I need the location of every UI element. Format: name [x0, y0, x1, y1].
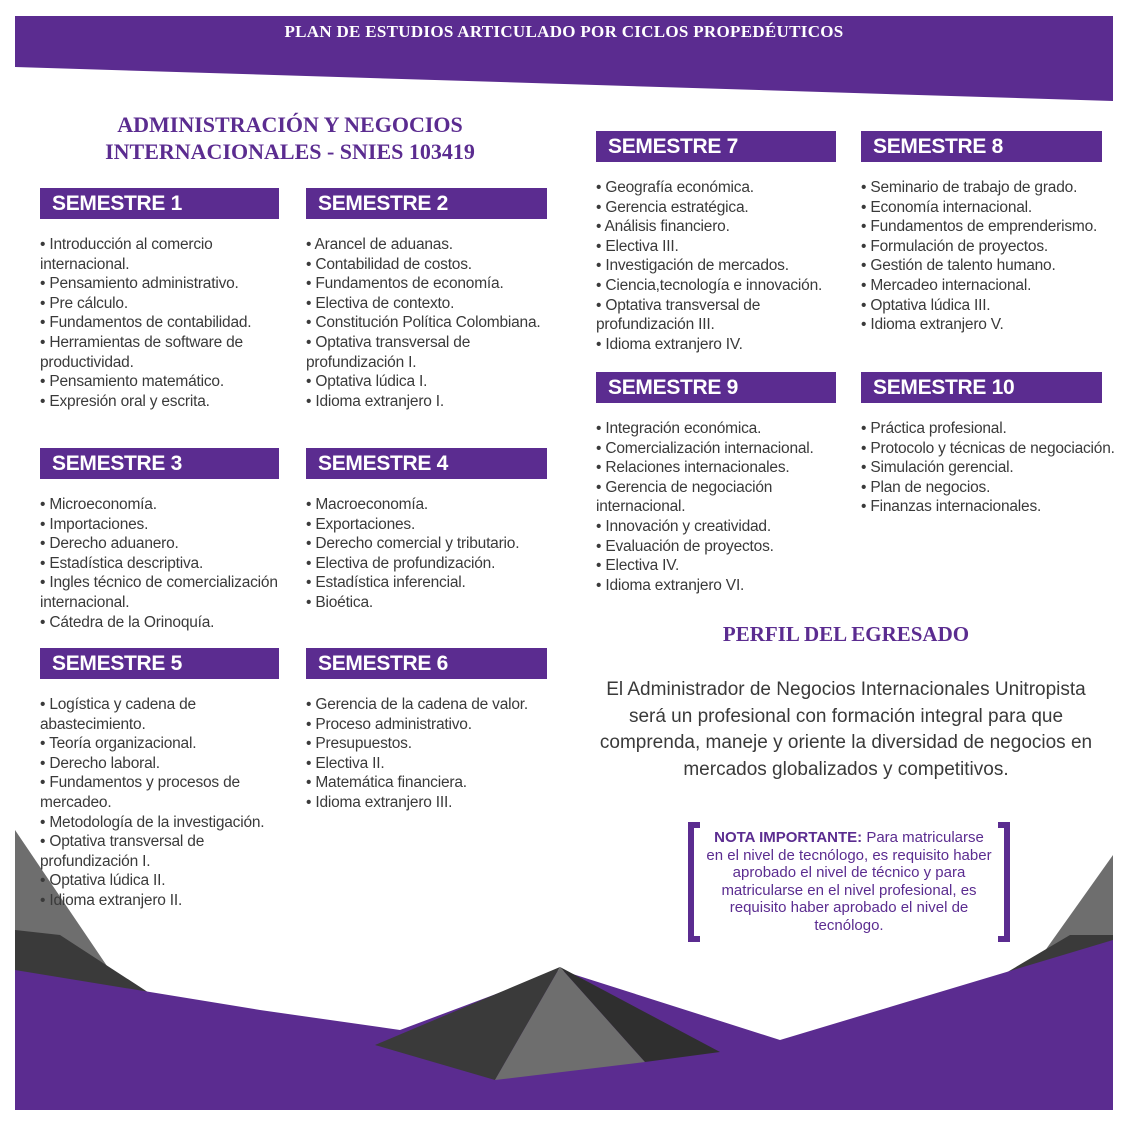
semester-label: SEMESTRE 2 [306, 188, 547, 219]
course-item: • Estadística descriptiva. [40, 554, 299, 574]
course-item: • Presupuestos. [306, 734, 567, 754]
course-item: • Fundamentos y procesos de mercadeo. [40, 773, 299, 812]
semester-block [596, 372, 856, 595]
course-item: • Metodología de la investigación. [40, 813, 299, 833]
course-item: • Electiva II. [306, 754, 567, 774]
semester-block [306, 648, 567, 813]
course-item: • Pre cálculo. [40, 294, 299, 314]
course-item: • Gestión de talento humano. [861, 256, 1122, 276]
course-item: • Exportaciones. [306, 515, 567, 535]
course-item: • Fundamentos de contabilidad. [40, 313, 299, 333]
course-item: • Arancel de aduanas. [306, 235, 567, 255]
course-item: • Idioma extranjero V. [861, 315, 1122, 335]
semester-course-list [596, 178, 856, 354]
course-item: • Teoría organizacional. [40, 734, 299, 754]
course-item: • Geografía económica. [596, 178, 856, 198]
course-item: • Idioma extranjero IV. [596, 335, 856, 355]
course-item: • Contabilidad de costos. [306, 255, 567, 275]
semester-course-list [306, 235, 567, 411]
semester-course-list [40, 495, 299, 632]
semester-label: SEMESTRE 1 [40, 188, 279, 219]
semester-label: SEMESTRE 6 [306, 648, 547, 679]
course-item: • Importaciones. [40, 515, 299, 535]
course-item: • Estadística inferencial. [306, 573, 567, 593]
course-item: • Práctica profesional. [861, 419, 1122, 439]
semester-block [861, 372, 1122, 517]
course-item: • Optativa lúdica I. [306, 372, 567, 392]
course-item: • Constitución Política Colombiana. [306, 313, 567, 333]
course-item: • Logística y cadena de abastecimiento. [40, 695, 299, 734]
semester-course-list [596, 419, 856, 595]
semester-course-list [306, 695, 567, 813]
left-bracket [688, 822, 700, 942]
course-item: • Ingles técnico de comercialización internacional. [40, 573, 299, 612]
semester-label: SEMESTRE 8 [861, 131, 1102, 162]
course-item: • Idioma extranjero I. [306, 392, 567, 412]
semester-course-list [861, 178, 1122, 335]
semester-course-list [40, 695, 299, 911]
course-item: • Optativa transversal de profundización III. [596, 296, 856, 335]
right-bracket [998, 822, 1010, 942]
course-item: • Microeconomía. [40, 495, 299, 515]
page-header-title: PLAN DE ESTUDIOS ARTICULADO POR CICLOS PROPEDÉUTICOS [284, 22, 844, 41]
perfil-title: PERFIL DEL EGRESADO [722, 622, 970, 646]
course-item: • Pensamiento administrativo. [40, 274, 299, 294]
course-item: • Optativa lúdica II. [40, 871, 299, 891]
program-title-line2: INTERNACIONALES - SNIES 103419 [105, 139, 475, 164]
course-item: • Plan de negocios. [861, 478, 1122, 498]
course-item: • Seminario de trabajo de grado. [861, 178, 1122, 198]
semester-block [40, 648, 299, 911]
course-item: • Finanzas internacionales. [861, 497, 1122, 517]
program-title-line1: ADMINISTRACIÓN Y NEGOCIOS [117, 112, 463, 137]
course-item: • Derecho laboral. [40, 754, 299, 774]
course-item: • Gerencia estratégica. [596, 198, 856, 218]
course-item: • Electiva de contexto. [306, 294, 567, 314]
course-item: • Electiva III. [596, 237, 856, 257]
semester-block [306, 188, 567, 411]
course-item: • Pensamiento matemático. [40, 372, 299, 392]
semester-block [861, 131, 1122, 335]
course-item: • Idioma extranjero III. [306, 793, 567, 813]
semester-label: SEMESTRE 5 [40, 648, 279, 679]
course-item: • Matemática financiera. [306, 773, 567, 793]
course-item: • Optativa lúdica III. [861, 296, 1122, 316]
semester-label: SEMESTRE 10 [861, 372, 1102, 403]
nota-body: Para matricularse en el nivel de tecnólogo, es requisito haber aprobado el nivel de técnico y para matricularse en el nivel profesional, es requisito haber aprobado el nivel de tecnólogo. [706, 829, 992, 934]
course-item: • Herramientas de software de productividad. [40, 333, 299, 372]
course-item: • Integración económica. [596, 419, 856, 439]
course-item: • Introducción al comercio internacional. [40, 235, 299, 274]
nota-label: NOTA IMPORTANTE: [714, 829, 863, 846]
nota-text [706, 829, 992, 934]
course-item: • Macroeconomía. [306, 495, 567, 515]
course-item: • Mercadeo internacional. [861, 276, 1122, 296]
course-item: • Simulación gerencial. [861, 458, 1122, 478]
course-item: • Idioma extranjero II. [40, 891, 299, 911]
course-item: • Idioma extranjero VI. [596, 576, 856, 596]
course-item: • Expresión oral y escrita. [40, 392, 299, 412]
course-item: • Gerencia de la cadena de valor. [306, 695, 567, 715]
course-item: • Análisis financiero. [596, 217, 856, 237]
semester-label: SEMESTRE 3 [40, 448, 279, 479]
perfil-text: El Administrador de Negocios Internacionales Unitropista será un profesional con formación integral para que comprenda, maneje y oriente la diversidad de negocios en mercados globalizados y competitivos. [599, 679, 1093, 780]
course-item: • Proceso administrativo. [306, 715, 567, 735]
course-item: • Relaciones internacionales. [596, 458, 856, 478]
semester-label: SEMESTRE 4 [306, 448, 547, 479]
course-item: • Cátedra de la Orinoquía. [40, 613, 299, 633]
semester-course-list [40, 235, 299, 411]
course-item: • Derecho aduanero. [40, 534, 299, 554]
semester-block [306, 448, 567, 613]
course-item: • Fundamentos de emprenderismo. [861, 217, 1122, 237]
course-item: • Comercialización internacional. [596, 439, 856, 459]
course-item: • Evaluación de proyectos. [596, 537, 856, 557]
semester-course-list [861, 419, 1122, 517]
semester-block [40, 448, 299, 632]
course-item: • Fundamentos de economía. [306, 274, 567, 294]
course-item: • Optativa transversal de profundización I. [306, 333, 567, 372]
course-item: • Electiva de profundización. [306, 554, 567, 574]
semester-label: SEMESTRE 7 [596, 131, 836, 162]
course-item: • Economía internacional. [861, 198, 1122, 218]
course-item: • Derecho comercial y tributario. [306, 534, 567, 554]
course-item: • Ciencia,tecnología e innovación. [596, 276, 856, 296]
semester-block [40, 188, 299, 411]
program-title [40, 111, 540, 165]
semester-course-list [306, 495, 567, 613]
course-item: • Electiva IV. [596, 556, 856, 576]
course-item: • Investigación de mercados. [596, 256, 856, 276]
semester-label: SEMESTRE 9 [596, 372, 836, 403]
course-item: • Gerencia de negociación internacional. [596, 478, 856, 517]
nota-box [688, 822, 1010, 946]
course-item: • Bioética. [306, 593, 567, 613]
course-item: • Optativa transversal de profundización I. [40, 832, 299, 871]
course-item: • Formulación de proyectos. [861, 237, 1122, 257]
semester-block [596, 131, 856, 354]
course-item: • Protocolo y técnicas de negociación. [861, 439, 1122, 459]
course-item: • Innovación y creatividad. [596, 517, 856, 537]
